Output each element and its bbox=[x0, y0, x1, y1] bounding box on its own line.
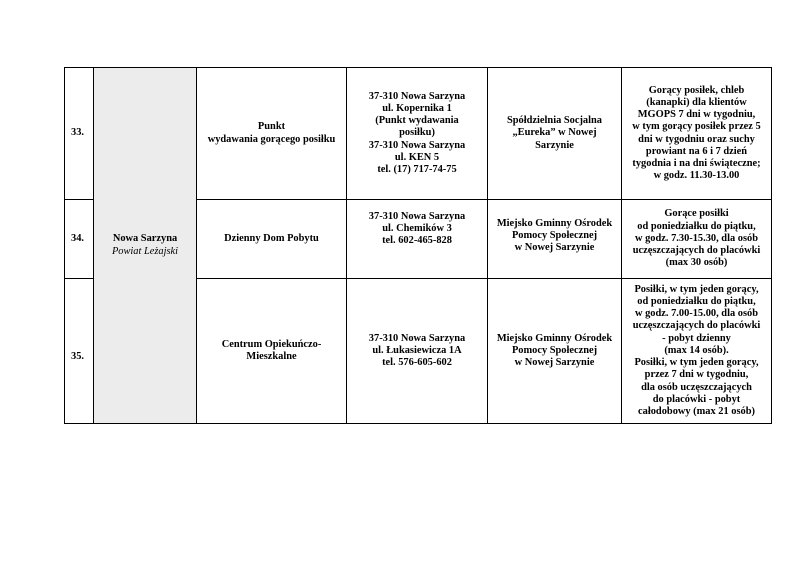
operator-line: Sarzynie bbox=[535, 139, 574, 151]
operator-line: Miejsko Gminny Ośrodek bbox=[496, 218, 613, 229]
description-line: Posiłki, w tym jeden gorący, bbox=[634, 283, 759, 295]
address-line: posiłku) bbox=[399, 127, 435, 139]
operator-line: Spółdzielnia Socjalna bbox=[507, 115, 602, 127]
description-line: tygodnia i na dni świąteczne; bbox=[632, 157, 761, 169]
operator-line: w Nowej Sarzynie bbox=[514, 242, 595, 254]
description-line: - pobyt dzienny bbox=[662, 332, 731, 344]
description-line: MGOPS 7 dni w tygodniu, bbox=[637, 109, 756, 121]
operator-line: Miejsko Gminny Ośrodek bbox=[496, 332, 613, 344]
description-line: prowiant na 6 i 7 dzień bbox=[645, 145, 748, 157]
row-number: 35. bbox=[65, 279, 94, 424]
operator-line: „Eureka” w Nowej bbox=[512, 127, 597, 139]
address-line: 37-310 Nowa Sarzyna bbox=[368, 139, 466, 151]
row-number: 34. bbox=[65, 200, 94, 279]
description-line: od poniedziałku do piątku, bbox=[637, 296, 756, 308]
place-cell bbox=[94, 68, 197, 424]
address-line: (Punkt wydawania bbox=[375, 115, 459, 127]
description-line: przez 7 dni w tygodniu, bbox=[644, 369, 749, 381]
place-name: Nowa Sarzyna bbox=[112, 233, 178, 245]
description-cell bbox=[622, 279, 772, 424]
description-line: Posiłki, w tym jeden gorący, bbox=[634, 357, 759, 369]
operator-line: Pomocy Społecznej bbox=[511, 344, 598, 356]
address-line: 37-310 Nowa Sarzyna bbox=[368, 90, 466, 102]
description-line: w godz. 11.30-13.00 bbox=[653, 170, 740, 182]
operator-cell bbox=[488, 279, 622, 424]
description-line: w godz. 7.30-15.30, dla osób bbox=[635, 232, 758, 244]
address-line: 37-310 Nowa Sarzyna bbox=[368, 211, 466, 222]
address-cell bbox=[347, 68, 488, 200]
address-cell bbox=[347, 279, 488, 424]
address-line: ul. Chemików 3 bbox=[382, 223, 452, 235]
address-cell bbox=[347, 200, 488, 279]
facility-type-cell bbox=[197, 200, 347, 279]
address-line: 37-310 Nowa Sarzyna bbox=[368, 332, 466, 344]
description-line: uczęszczających do placówki bbox=[632, 320, 761, 332]
operator-cell bbox=[488, 68, 622, 200]
description-line: uczęszczających do placówki bbox=[632, 245, 761, 257]
operator-line: w Nowej Sarzynie bbox=[514, 357, 595, 369]
facility-type-line: wydawania gorącego posiłku bbox=[207, 133, 336, 145]
address-line: tel. (17) 717-74-75 bbox=[377, 164, 457, 175]
facility-type-line: Mieszkalne bbox=[246, 351, 297, 362]
address-line: tel. 602-465-828 bbox=[382, 235, 452, 247]
address-line: ul. Kopernika 1 bbox=[382, 102, 452, 114]
address-line: ul. KEN 5 bbox=[394, 151, 440, 163]
facilities-table bbox=[64, 67, 772, 424]
description-cell bbox=[622, 68, 772, 200]
description-line: w tym gorący posiłek przez 5 bbox=[632, 121, 761, 133]
description-line: dla osób uczęszczających bbox=[641, 381, 752, 393]
facility-type-cell bbox=[197, 279, 347, 424]
description-line: Gorące posiłki bbox=[664, 208, 729, 220]
description-line: (max 30 osób) bbox=[665, 257, 728, 269]
description-line: do placówki - pobyt bbox=[652, 393, 741, 405]
facility-type-line: Centrum Opiekuńczo- bbox=[221, 338, 322, 350]
table-row bbox=[65, 68, 772, 200]
description-line: całodobowy (max 21 osób) bbox=[638, 405, 755, 417]
description-line: w godz. 7.00-15.00, dla osób bbox=[635, 308, 758, 320]
address-line: tel. 576-605-602 bbox=[382, 357, 452, 369]
description-line: od poniedziałku do piątku, bbox=[637, 220, 756, 232]
operator-line: Pomocy Społecznej bbox=[511, 230, 598, 242]
description-cell bbox=[622, 200, 772, 279]
facility-type-line: Punkt bbox=[257, 121, 286, 133]
facility-type-cell bbox=[197, 68, 347, 200]
description-line: (max 14 osób). bbox=[664, 344, 729, 356]
description-line: dni w tygodniu oraz suchy bbox=[638, 133, 755, 145]
facility-type-line: Dzienny Dom Pobytu bbox=[224, 232, 319, 244]
address-line: ul. Łukasiewicza 1A bbox=[372, 344, 462, 356]
row-number: 33. bbox=[65, 68, 94, 200]
operator-cell bbox=[488, 200, 622, 279]
description-line: Gorący posiłek, chleb bbox=[648, 84, 745, 96]
description-line: (kanapki) dla klientów bbox=[646, 96, 747, 108]
place-county: Powiat Leżajski bbox=[111, 245, 179, 257]
